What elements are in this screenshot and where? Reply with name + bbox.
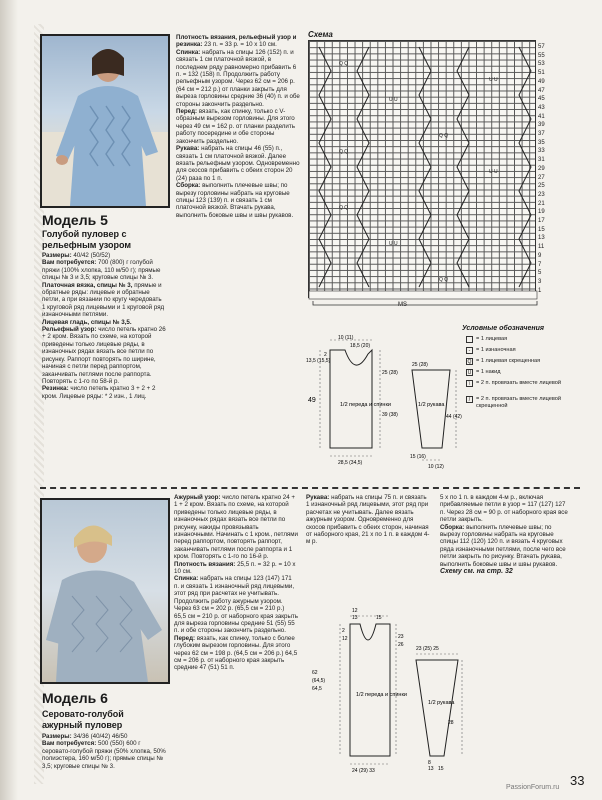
chart-row-number: 45 [538,96,545,103]
yarnover-symbol-icon: U [467,370,472,376]
svg-text:U U: U U [489,169,498,175]
pattern5-front-back-label: 1/2 переда и спинки [340,402,391,408]
chart-row-number: 29 [538,165,545,172]
model6-sleeves-cont: 5 x по 1 п. в каждом 4-м р., включая прибавляемые петли в узор = 117 (127) 127 п. Через 28 см = 90 р. от наборного края все петли закрыть. [440,494,568,524]
dim6-left1: 62 [312,670,318,676]
model5-title: Модель 5 [42,212,108,228]
model6-sizes-label: Размеры: [42,733,72,740]
chart-row-number: 21 [538,200,545,207]
dim6-side2: 26 [398,642,404,648]
chart-row-number: 5 [538,270,542,277]
k2tog-tbl-symbol-icon: / [466,396,473,403]
model5-materials-label: Вам потребуется: [42,259,97,267]
model6-back-label: Спинка: [174,575,199,583]
dim6-cuff3: 15 [438,766,444,772]
chart-row-number: 27 [538,174,545,181]
model6-column4 [440,494,568,575]
model5-assembly-label: Сборка: [176,182,201,190]
k2tog-symbol-icon: \ [466,380,473,387]
model6-sleeves: набрать на спицы 75 п. и связать 1 изнаночный ряд лицевыми, этот ряд при расчетах не учитывать. Далее вязать ажурным узором. Одновременно для скосов прибавить с обеих сторон, начиная от наборного края, 21 x по 1 п. в каждом 4-м р. [306,494,430,546]
model6-sizes: 34/36 (40/42) 46/50 [73,733,128,740]
dim6-top2: 13 [352,615,358,621]
chart-row-number: 3 [538,278,542,285]
model5-column1 [42,252,166,400]
model5-back: набрать на спицы 126 (152) п. и связать 1 см платочной вязкой, в последнем ряду равномерно прибавить 6 п. = 132 (158) п. Продолжить работу рельефным узором. Через 62 см = 206 р. (64 см = 212 р.) от планки закрыть для выреза горловины средние 36 (40) п. и обе стороны закончить раздельно. [176,48,300,108]
chart-row-number: 15 [538,226,545,233]
chart-row-number: 41 [538,113,545,120]
legend-text: = 2 п. провязать вместе лицевой скрещенной [476,396,562,409]
dim-cuff1: 15 (16) [410,454,426,460]
purl-symbol-icon: - [466,347,473,354]
legend-text: = 1 накид [476,369,501,375]
binding-shadow [0,0,18,800]
model6-title: Модель 6 [42,690,108,706]
chart-row-number: 35 [538,139,545,146]
legend-item-k2tog-tbl [466,396,586,409]
model5-pattern-schematic [300,330,460,480]
model6-assembly: выполнить плечевые швы; по вырезу горловины набрать на круговые спицы 112 (120) 120 п. и вязать 4 круговых ряда изнаночными петлями, после чего все петли закрыть по рисунку. Втачать рукава, выполнить боковые швы и швы рукавов. [440,523,566,568]
watermark: PassionForum.ru [506,784,560,791]
model6-photo-frame [40,498,170,684]
svg-text:U U: U U [389,97,398,103]
chart-repeat-bracket [312,300,538,306]
chart-row-number: 37 [538,131,545,137]
legend-text: = 2 п. провязать вместе лицевой [476,380,562,386]
chart-row-number: 51 [538,70,545,77]
model6-back: набрать на спицы 123 (147) 171 п. и связать 1 изнаночный ряд лицевыми, этот ряд при расчетах не учитывать. Продолжить работу ажурным узором. Через 63 см = 202 р. (65,5 см = 210 р.) 65,5 см = 210 р. от наборного края закрыть для выреза горловины средние 51 (55) 55 п. и обе стороны закончить раздельно. [174,575,298,635]
model5-rib-label: Резинка: [42,385,69,393]
dim6-sleeve-top: 23 (25) 25 [416,646,439,652]
model6-see-scheme: Схему см. на стр. 32 [440,568,513,576]
chart-ms-label: MS [398,302,407,308]
legend-title: Условные обозначения [462,325,545,332]
chart-row-number: 39 [538,122,545,129]
chart-row-number: 33 [538,148,545,155]
model6-materials: 500 (550) 600 г серовато-голубой пряжи (50% хлопка, 50% полиэстера, 160 м/50 г); прямые спицы № 3,5; круговые спицы № 3. [42,740,166,770]
legend-text: = 1 лицевая [476,336,508,342]
svg-text:Q Q: Q Q [339,61,349,67]
dim6-sleeve-len: 28 [448,720,454,726]
chart-row-number: 13 [538,235,545,242]
model5-front-label: Перед: [176,108,198,116]
model5-relief-label: Рельефный узор: [42,326,97,334]
legend-item-twisted [466,358,540,365]
dim-neck2: 2 [324,352,327,358]
model5-subtitle: Голубой пуловер с рельефным узором [42,229,132,250]
dim6-neck1: 2 [342,628,345,634]
model6-assembly-label: Сборка: [440,523,465,531]
chart-row-number: 1 [538,287,542,294]
model5-assembly: выполнить плечевые швы; по вырезу горловины набрать на круговые спицы 123 (139) п. и связать 1 см платочной вязкой. Втачать рукава, выполнить боковые швы и швы рукавов. [176,182,294,219]
model5-photo-frame [40,34,170,208]
model5-stockinette-label: Лицевая гладь, спицы № 3,5. [42,318,132,326]
model5-materials: 700 (800) г голубой пряжи (100% хлопка, 110 м/50 г); прямые спицы № 3 и 3,5; круговые спицы № 3. [42,259,161,282]
svg-text:U U: U U [389,241,398,247]
svg-text:U U: U U [489,77,498,83]
pattern6-front-back-label: 1/2 переда и спинки [356,692,407,698]
svg-text:Q Q: Q Q [339,149,349,155]
dim6-cuff1: 8 [428,760,431,766]
model5-plain-label: Платочная вязка, спицы № 3, [42,281,133,289]
model6-density: 25,5 п. = 32 р. = 10 x 10 см. [174,560,296,576]
model5-sizes-label: Размеры: [42,252,72,259]
section-divider [40,487,580,489]
legend-text: = 1 изнаночная [476,347,516,353]
pattern6-sleeve-label: 1/2 рукава [428,700,455,706]
model5-column2 [176,34,300,219]
chart-row-number: 31 [538,157,545,164]
dim-sleeve-top: 25 (28) [412,362,428,368]
model6-front-label: Перед: [174,634,196,642]
knitting-chart [308,40,536,298]
model5-rib: число петель кратно 3 + 2 + 2 кром. Лицевые ряды: * 2 изн., 1 лиц. [42,385,156,400]
dim-top1: 10 (11) [338,335,354,341]
dim6-side1: 23 [398,634,404,640]
model5-sizes: 40/42 (50/52) [73,252,111,259]
chart-row-number: 43 [538,104,545,111]
dim-neck1: 13,5 (15,5) [306,358,331,364]
legend-item-knit [466,336,507,343]
dim-height: 49 [308,397,316,404]
svg-text:Q Q: Q Q [439,133,449,139]
dim-right1: 25 (28) [382,370,398,376]
model6-column3 [306,494,430,546]
chart-row-number: 25 [538,183,545,190]
svg-text:Q Q: Q Q [439,277,449,283]
legend-text: = 1 лицевая скрещенная [476,358,541,364]
model6-pattern-schematic [306,604,466,774]
chart-row-number: 47 [538,87,545,94]
legend-item-yarnover [466,369,501,376]
chart-row-number: 9 [538,252,542,259]
dim-cuff2: 10 (12) [428,464,444,470]
schema-title: Схема [308,30,333,39]
model6-column1 [42,733,166,770]
model6-density-label: Плотность вязания: [174,560,236,568]
model6-front: вязать, как спинку, только с более глубоким вырезом горловины. Для этого через 62 см = 198 р. (64,5 см = 206 р.) 64,5 см = 206 р. от наборного края закрыть средние 47 (51) 51 п. [174,634,298,672]
dim6-left2: (64,5) [312,678,326,684]
model5-sleeves-label: Рукава: [176,145,200,153]
dim6-left3: 64,5 [312,686,322,692]
twisted-symbol-icon: Q [467,359,472,365]
chart-row-number: 23 [538,191,545,198]
dim6-cuff2: 13 [428,766,434,772]
chart-row-number: 55 [538,52,545,59]
chart-row-number: 7 [538,261,542,268]
chart-row-number: 19 [538,209,545,216]
model5-density: 23 п. = 33 р. = 10 x 10 см. [204,41,277,49]
page-number: 33 [570,773,585,788]
model6-sleeves-label: Рукава: [306,494,330,501]
model5-relief: число петель кратно 26 + 2 кром. Вязать по схеме, на которой приведены только лицевые ряды, в изнаночных рядах вязать все петли по рисунку. Раппорт повторять по ширине, начиная с петли перед раппортом, заканчивать петлями после раппорта. Повторять с 1-го по 58-й р. [42,326,166,385]
dim-bottom: 28,5 (34,5) [338,460,363,466]
model6-lace-label: Ажурный узор: [174,494,221,501]
knit-symbol-icon [466,336,473,343]
model6-materials-label: Вам потребуется: [42,740,97,748]
dim6-bottom: 24 (29) 33 [352,768,375,774]
model6-column2 [174,494,298,672]
chart-row-number: 49 [538,78,545,85]
legend-item-purl [466,347,516,354]
pattern5-sleeve-label: 1/2 рукава [418,402,445,408]
dim-top2: 18,5 (20) [350,343,371,349]
model5-density-label: Плотность вязания, рельефный узор и резинка: [176,34,297,49]
chart-row-number: 17 [538,218,545,224]
svg-text:Q Q: Q Q [339,205,349,211]
model6-lace: число петель кратно 24 + 1 + 2 кром. Вязать по схеме, на которой приведены только лицевые ряды, в изнаночных рядах вязать все петли по рисунку, накиды провязывать изнаночными. Начинать с 1 кром., петлями перед раппортом, повторять раппорт, заканчивать петлями после раппорта и 1 кром. Повторять с 1-го по 16-й р. [174,494,298,561]
chart-row-number: 53 [538,61,545,68]
model5-front: вязать, как спинку, только с V-образным вырезом горловины. Для этого через 49 см = 162 р. от планки разделить работу посередине и обе стороны закончить раздельно. [176,108,295,145]
legend-item-k2tog [466,380,586,387]
model5-plain: прямые и обратные ряды: лицевые и обратные петли, а при вязании по кругу чередовать 1 круговой ряд лицевыми и 1 круговой ряд изнаночными петлями. [42,281,165,319]
model5-sleeves: набрать на спицы 46 (55) п., связать 1 см платочной вязкой. Далее вязать рельефным узором. Одновременно для скосов прибавить с обеих сторон 20 (24) раза по 1 п. [176,145,300,182]
dim6-top3: 15 [376,615,382,621]
dim-right2: 39 (38) [382,412,398,418]
dim6-neck2: 12 [342,636,348,642]
model5-back-label: Спинка: [176,48,201,56]
chart-row-number: 57 [538,44,545,50]
dim6-top1: 12 [352,608,358,614]
chart-row-number: 11 [538,244,545,251]
model6-subtitle: Серовато-голубой ажурный пуловер [42,709,124,730]
dim-sleeve-len: 44 (42) [446,414,462,420]
